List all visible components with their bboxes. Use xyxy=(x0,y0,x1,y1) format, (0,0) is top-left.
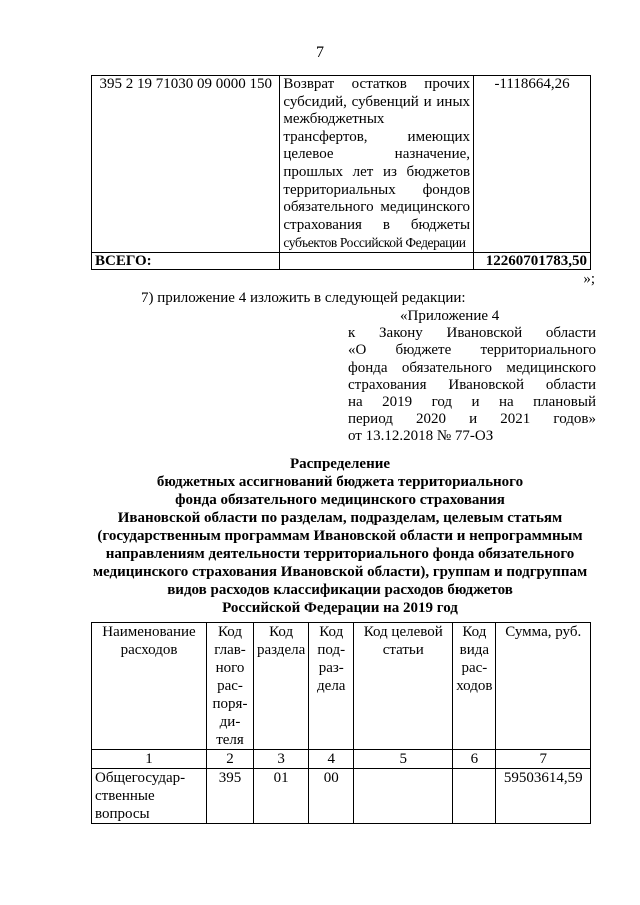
target-code xyxy=(354,769,453,824)
header-line: поря- xyxy=(212,696,248,712)
title-line: фонда обязательного медицинского страхования xyxy=(175,492,505,508)
name-line: ственные xyxy=(95,788,155,804)
header-line: расходов xyxy=(120,642,178,658)
total-label: ВСЕГО: xyxy=(92,252,280,269)
header-line: Код xyxy=(269,624,294,640)
section-code: 01 xyxy=(254,769,309,824)
name-line: вопросы xyxy=(95,806,150,822)
appendix-line: к Закону Ивановской области xyxy=(348,325,596,342)
header-expense-type xyxy=(453,623,496,750)
description-line: межбюджетных xyxy=(283,111,385,128)
header-amount xyxy=(496,623,591,750)
page-number: 7 xyxy=(316,44,324,61)
budget-code-cell: 395 2 19 71030 09 0000 150 xyxy=(92,76,280,253)
header-line: ного xyxy=(215,660,245,676)
table-row xyxy=(92,769,591,824)
description-line: территориальных фондов xyxy=(283,181,471,198)
description-line: обязательного медицинского xyxy=(283,199,471,216)
header-line: Код xyxy=(319,624,344,640)
description-line: субъектов Российской Федерации xyxy=(283,235,466,251)
description-line: прошлых лет из бюджетов xyxy=(283,163,471,180)
title-line: бюджетных ассигнований бюджета территориального xyxy=(156,474,524,490)
header-row xyxy=(92,623,591,750)
title-line: Распределение xyxy=(289,456,391,472)
description-line: трансфертов, имеющих xyxy=(283,128,471,145)
header-line: ходов xyxy=(456,678,493,694)
table-row xyxy=(92,76,591,253)
description-cell xyxy=(280,76,474,253)
title-line: направлениям деятельности территориального фонда обязательного xyxy=(105,546,575,562)
appendix-line: «О бюджете территориального xyxy=(348,342,596,359)
column-number: 7 xyxy=(496,750,591,769)
header-name xyxy=(92,623,207,750)
header-line: Код xyxy=(218,624,242,640)
header-line: под- xyxy=(317,642,346,658)
admin-code: 395 xyxy=(207,769,254,824)
header-line: Наименование xyxy=(102,624,196,640)
appendix-law-date: от 13.12.2018 № 77-ОЗ xyxy=(348,428,494,445)
appendix-reference xyxy=(348,308,596,446)
column-number: 6 xyxy=(453,750,496,769)
appendix-line: страхования Ивановской области xyxy=(348,376,596,393)
header-line: рас- xyxy=(461,660,488,676)
description-line: субсидий, субвенций и иных xyxy=(283,93,471,110)
total-amount: 12260701783,50 xyxy=(474,252,591,269)
header-section xyxy=(254,623,309,750)
appendix-line: фонда обязательного медицинского xyxy=(348,359,596,376)
column-number: 3 xyxy=(254,750,309,769)
amendment-line: 7) приложение 4 изложить в следующей редакции: xyxy=(141,290,466,306)
column-number: 4 xyxy=(309,750,354,769)
subsection-code: 00 xyxy=(309,769,354,824)
description-line: Возврат остатков прочих xyxy=(283,76,471,92)
title-line: Ивановской области по разделам, подразделам, целевым статьям xyxy=(117,510,563,526)
header-line: теля xyxy=(216,732,244,748)
total-row xyxy=(92,252,591,269)
header-line: раздела xyxy=(257,642,306,658)
amount-value: 59503614,59 xyxy=(496,769,591,824)
closing-quote: »; xyxy=(583,271,595,287)
total-empty-cell xyxy=(280,252,474,269)
expense-name xyxy=(92,769,207,824)
appendix-line: период 2020 и 2021 годов» xyxy=(348,411,596,428)
header-line: рас- xyxy=(217,678,243,694)
name-line: Общегосудар- xyxy=(95,770,186,786)
header-line: вида xyxy=(459,642,490,658)
header-line: раз- xyxy=(318,660,344,676)
header-subsection xyxy=(309,623,354,750)
column-number-row xyxy=(92,750,591,769)
column-number: 5 xyxy=(354,750,453,769)
header-admin-code xyxy=(207,623,254,750)
document-title xyxy=(60,455,620,617)
header-line: Код xyxy=(462,624,487,640)
column-number: 1 xyxy=(92,750,207,769)
appendix-line: на 2019 год и на плановый xyxy=(348,394,596,411)
description-line: целевое назначение, xyxy=(283,146,471,163)
title-line: Российской Федерации на 2019 год xyxy=(222,600,458,616)
appendix-header: «Приложение 4 xyxy=(400,308,500,324)
header-line: ди- xyxy=(219,714,241,730)
header-line: дела xyxy=(317,678,346,694)
title-line: (государственным программам Ивановской области и непрограммным xyxy=(97,528,583,544)
column-number: 2 xyxy=(207,750,254,769)
description-line: страхования в бюджеты xyxy=(283,216,471,233)
header-line: Код целевой xyxy=(363,624,443,640)
header-line: статьи xyxy=(382,642,424,658)
expense-type-code xyxy=(453,769,496,824)
top-table xyxy=(91,75,591,270)
amount-cell: -1118664,26 xyxy=(474,76,591,253)
header-line: глав- xyxy=(214,642,246,658)
allocation-table xyxy=(91,622,591,824)
title-line: видов расходов классификации расходов бюджетов xyxy=(167,582,513,598)
title-line: медицинского страхования Ивановской области), группам и подгруппам xyxy=(92,564,588,580)
header-line: Сумма, руб. xyxy=(505,624,582,640)
header-target xyxy=(354,623,453,750)
